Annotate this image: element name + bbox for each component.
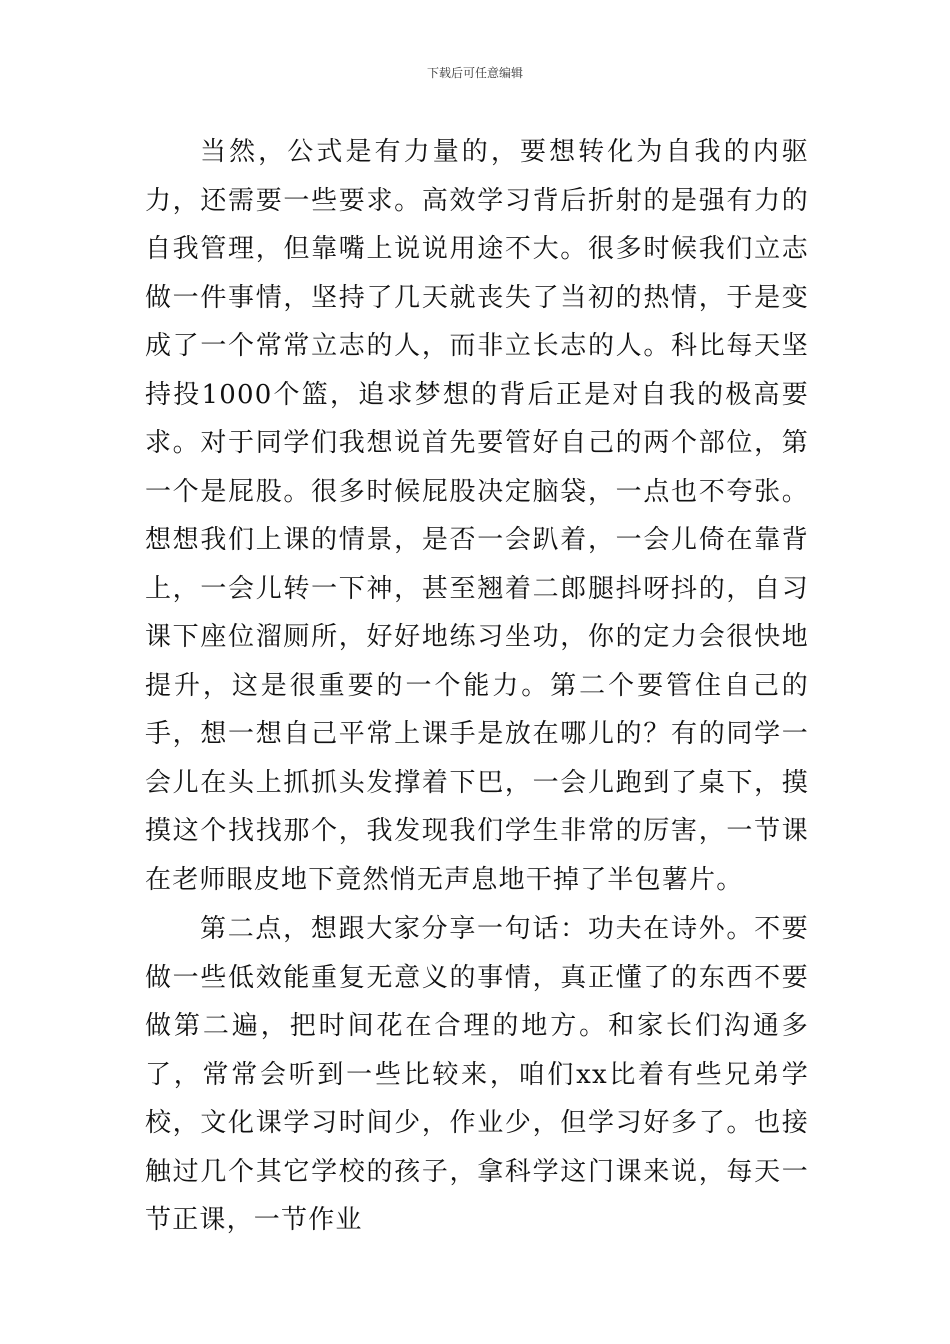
document-body — [145, 128, 809, 1245]
paragraph-2: 第二点，想跟大家分享一句话：功夫在诗外。不要做一些低效能重复无意义的事情，真正懂了的东西不要做第二遍，把时间花在合理的地方。和家长们沟通多了，常常会听到一些比较来，咱们xx比着有些兄弟学校，文化课学习时间少，作业少，但学习好多了。也接触过几个其它学校的孩子，拿科学这门课来说，每天一节正课，一节作业 — [145, 914, 809, 1235]
paragraph-1: 当然，公式是有力量的，要想转化为自我的内驱力，还需要一些要求。高效学习背后折射的是强有力的自我管理，但靠嘴上说说用途不大。很多时候我们立志做一件事情，坚持了几天就丧失了当初的热情，于是变成了一个常常立志的人，而非立长志的人。科比每天坚持投1000个篮，追求梦想的背后正是对自我的极高要求。对于同学们我想说首先要管好自己的两个部位，第一个是屁股。很多时候屁股决定脑袋，一点也不夸张。想想我们上课的情景，是否一会趴着，一会儿倚在靠背上，一会儿转一下神，甚至翘着二郎腿抖呀抖的，自习课下座位溜厕所，好好地练习坐功，你的定力会很快地提升，这是很重要的一个能力。第二个要管住自己的手，想一想自己平常上课手是放在哪儿的？有的同学一会儿在头上抓抓头发撑着下巴，一会儿跑到了桌下，摸摸这个找找那个，我发现我们学生非常的厉害，一节课在老师眼皮地下竟然悄无声息地干掉了半包薯片。 — [145, 137, 809, 895]
page-header: 下载后可任意编辑 — [426, 66, 523, 80]
